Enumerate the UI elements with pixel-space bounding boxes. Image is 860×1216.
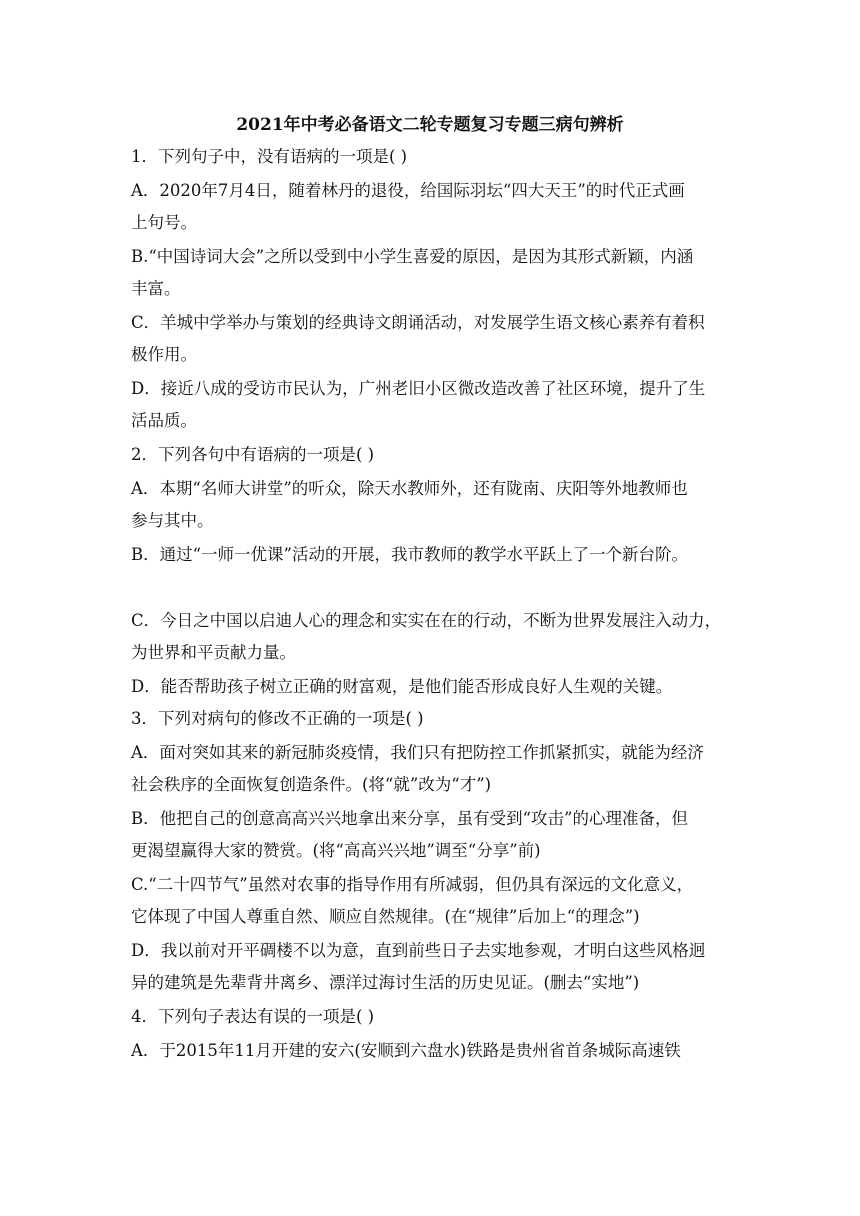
question-2-option-c-cont: 为世界和平贡献力量。 (131, 643, 296, 662)
question-3-option-c: C.“二十四节气”虽然对农事的指导作用有所减弱，但仍具有深远的文化意义， (131, 875, 694, 894)
question-2-option-b: B．通过“一师一优课”活动的开展，我市教师的教学水平跃上了一个新台阶。 (131, 545, 688, 564)
question-3-option-d: D．我以前对开平碉楼不以为意，直到前些日子去实地参观，才明白这些风格迥 (131, 941, 706, 960)
question-1-option-b-cont: 丰富。 (131, 279, 181, 298)
question-2-option-c: C．今日之中国以启迪人心的理念和实实在在的行动，不断为世界发展注入动力， (131, 611, 722, 630)
question-2-option-a-cont: 参与其中。 (131, 511, 214, 530)
question-2-option-a: A．本期“名师大讲堂”的听众，除天水教师外，还有陇南、庆阳等外地教师也 (131, 479, 688, 498)
question-4-option-a: A．于2015年11月开建的安六(安顺到六盘水)铁路是贵州省首条城际高速铁 (131, 1041, 681, 1060)
question-3-option-d-cont: 异的建筑是先辈背井离乡、漂洋过海讨生活的历史见证。(删去“实地”) (131, 973, 640, 992)
document-title: 2021年中考必备语文二轮专题复习专题三病句辨析 (236, 115, 624, 135)
question-3-option-a: A．面对突如其来的新冠肺炎疫情，我们只有把防控工作抓紧抓实，就能为经济 (131, 743, 704, 762)
question-1-option-d-cont: 活品质。 (131, 411, 197, 430)
question-2-option-d: D．能否帮助孩子树立正确的财富观，是他们能否形成良好人生观的关键。 (131, 677, 673, 696)
question-3-option-b-cont: 更渴望赢得大家的赞赏。(将“高高兴兴地”调至“分享”前) (131, 841, 541, 860)
question-1-option-a-cont: 上句号。 (131, 213, 197, 232)
question-3-option-b: B．他把自己的创意高高兴兴地拿出来分享，虽有受到“攻击”的心理准备，但 (131, 809, 688, 828)
question-1-option-c-cont: 极作用。 (131, 345, 197, 364)
question-1-option-d: D．接近八成的受访市民认为，广州老旧小区微改造改善了社区环境，提升了生 (131, 379, 706, 398)
question-1-option-c: C．羊城中学举办与策划的经典诗文朗诵活动，对发展学生语文核心素养有着积 (131, 313, 705, 332)
question-2-stem: 2．下列各句中有语病的一项是( ) (131, 445, 375, 464)
question-1-option-a: A．2020年7月4日，随着林丹的退役，给国际羽坛“四大天王”的时代正式画 (131, 181, 685, 200)
question-1-stem: 1．下列句子中，没有语病的一项是( ) (131, 147, 408, 166)
question-3-option-a-cont: 社会秩序的全面恢复创造条件。(将“就”改为“才”) (131, 775, 492, 794)
question-4-stem: 4．下列句子表达有误的一项是( ) (131, 1007, 375, 1026)
question-3-stem: 3．下列对病句的修改不正确的一项是( ) (131, 709, 424, 728)
question-1-option-b: B.“中国诗词大会”之所以受到中小学生喜爱的原因，是因为其形式新颖，内涵 (131, 247, 694, 266)
question-3-option-c-cont: 它体现了中国人尊重自然、顺应自然规律。(在“规律”后加上“的理念”) (131, 907, 640, 926)
